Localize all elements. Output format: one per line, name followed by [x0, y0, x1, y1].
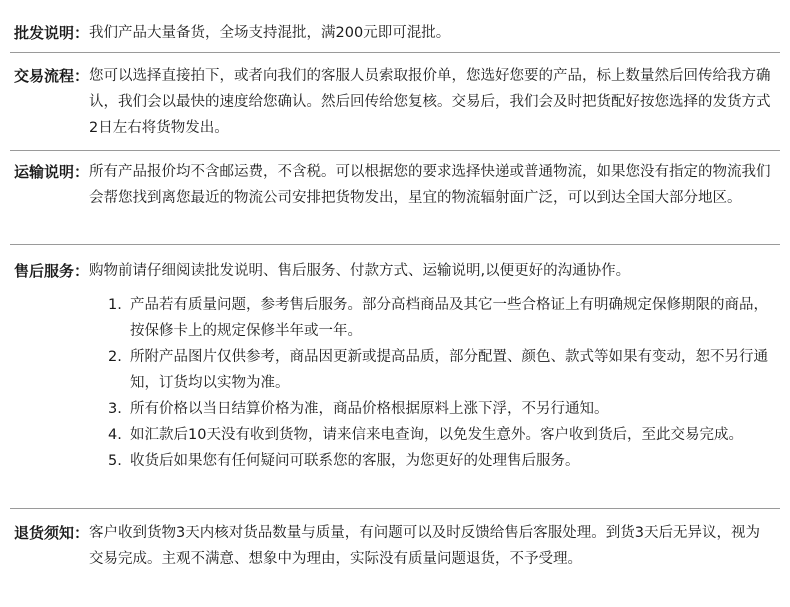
aftersales-intro: 购物前请仔细阅读批发说明、售后服务、付款方式、运输说明,以便更好的沟通协作。 — [89, 263, 631, 279]
returns-section — [14, 520, 774, 572]
wholesale-text: 我们产品大量备货，全场支持混批，满200元即可混批。 — [89, 25, 451, 41]
list-item-number: 3. — [108, 401, 122, 417]
list-item-text: 所附产品图片仅供参考，商品因更新或提高品质，部分配置、颜色、款式等如果有变动，恕不另行通知，订货均以实物为准。 — [130, 349, 768, 391]
list-item-number: 2. — [108, 349, 122, 365]
list-item — [108, 448, 768, 474]
wholesale-label: 批发说明： — [14, 24, 90, 42]
process-label: 交易流程： — [14, 67, 90, 85]
returns-label: 退货须知： — [14, 524, 90, 542]
list-item — [108, 344, 768, 396]
list-item-text: 产品若有质量问题，参考售后服务。部分高档商品及其它一些合格证上有明确规定保修期限的商品，按保修卡上的规定保修半年或一年。 — [130, 297, 768, 339]
list-item-number: 1. — [108, 297, 122, 313]
shipping-text: 所有产品报价均不含邮运费，不含税。可以根据您的要求选择快递或普通物流，如果您没有指定的物流我们会帮您找到离您最近的物流公司安排把货物发出，星宜的物流辐射面广泛，可以到达全国大部分地区。 — [89, 164, 771, 206]
process-section — [14, 63, 774, 141]
list-item-text: 收货后如果您有任何疑问可联系您的客服，为您更好的处理售后服务。 — [130, 453, 580, 469]
list-item-text: 所有价格以当日结算价格为准，商品价格根据原料上涨下浮，不另行通知。 — [130, 401, 609, 417]
divider — [10, 150, 780, 151]
divider — [10, 244, 780, 245]
shipping-label: 运输说明： — [14, 163, 90, 181]
process-text: 您可以选择直接拍下，或者向我们的客服人员索取报价单，您选好您要的产品，标上数量然后回传给我方确认，我们会以最快的速度给您确认。然后回传给您复核。交易后，我们会及时把货配好按您选择的发货方式2日左右将货物发出。 — [89, 68, 771, 136]
returns-text: 客户收到货物3天内核对货品数量与质量，有问题可以及时反馈给售后客服处理。到货3天后无异议，视为交易完成。主观不满意、想象中为理由，实际没有质量问题退货，不予受理。 — [89, 525, 760, 567]
aftersales-label: 售后服务： — [14, 262, 90, 280]
shipping-section — [14, 159, 774, 211]
list-item — [108, 396, 768, 422]
divider — [10, 508, 780, 509]
wholesale-section — [14, 20, 774, 46]
divider — [10, 52, 780, 53]
aftersales-list — [108, 292, 768, 474]
list-item — [108, 422, 768, 448]
list-item-number: 5. — [108, 453, 122, 469]
aftersales-section — [14, 258, 774, 284]
list-item — [108, 292, 768, 344]
list-item-number: 4. — [108, 427, 122, 443]
list-item-text: 如汇款后10天没有收到货物，请来信来电查询，以免发生意外。客户收到货后，至此交易完成。 — [130, 427, 743, 443]
